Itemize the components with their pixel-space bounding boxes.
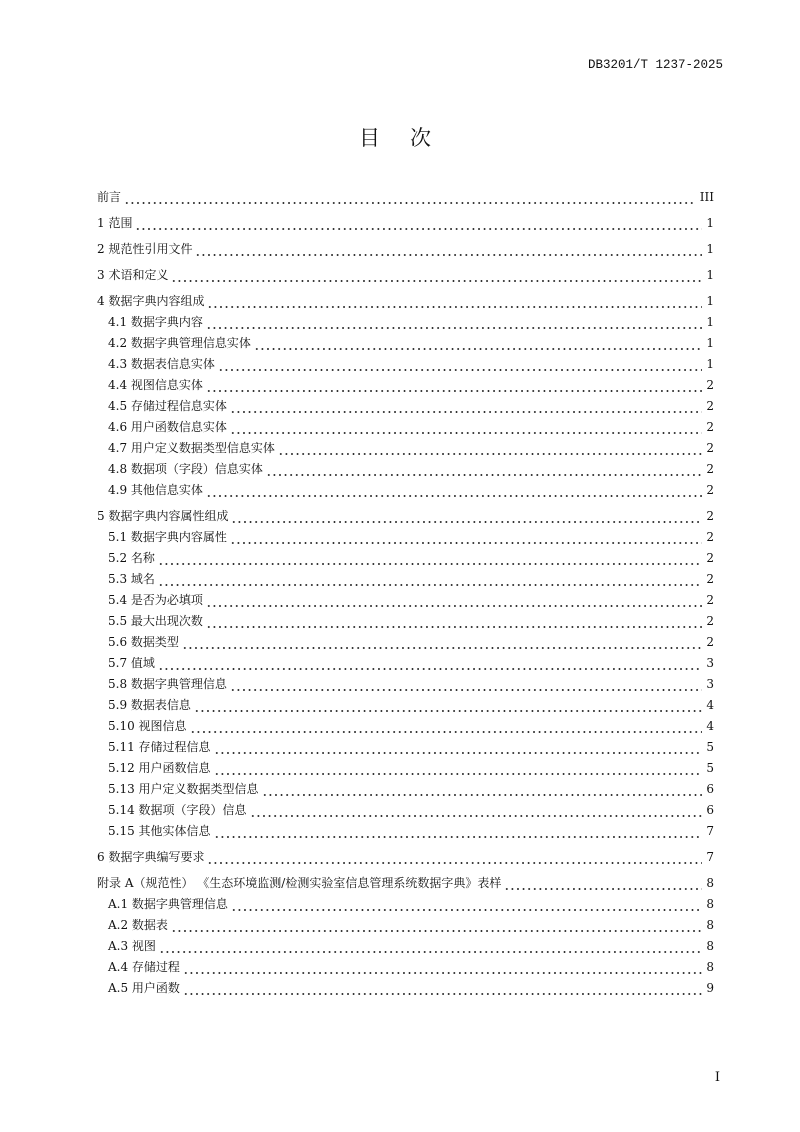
toc-entry-page: 8 [706, 876, 714, 890]
toc-entry-page: 5 [706, 740, 714, 754]
toc-entry-page: 2 [706, 483, 714, 497]
dot-leader [218, 354, 702, 375]
toc-entry-page: 4 [706, 698, 714, 712]
toc-entry-page: 9 [706, 981, 714, 995]
document-number: DB3201/T 1237-2025 [587, 58, 723, 72]
toc-entry-label: 5.9 数据表信息 [108, 698, 191, 712]
toc-entry-label: 5.2 名称 [108, 551, 155, 565]
toc-entry[interactable] [97, 239, 714, 260]
toc-entry[interactable] [97, 333, 714, 354]
toc-entry-page: 1 [706, 315, 714, 329]
dot-leader [254, 333, 702, 354]
toc-entry[interactable] [97, 213, 714, 234]
dot-leader [158, 653, 702, 674]
toc-entry-label: A.1 数据字典管理信息 [108, 897, 228, 911]
toc-entry[interactable] [97, 632, 714, 653]
toc-entry[interactable] [97, 674, 714, 695]
toc-entry-page: 7 [706, 850, 714, 864]
toc-entry-label: 5.1 数据字典内容属性 [108, 530, 227, 544]
toc-entry[interactable] [97, 758, 714, 779]
toc-entry-label: 5.6 数据类型 [108, 635, 179, 649]
toc-entry-label: 6 数据字典编写要求 [97, 850, 205, 864]
toc-entry-label: 4 数据字典内容组成 [97, 294, 205, 308]
dot-leader [230, 674, 702, 695]
toc-entry-page: 2 [706, 420, 714, 434]
dot-leader [231, 506, 702, 527]
dot-leader [207, 847, 702, 868]
toc-entry-label: 5.13 用户定义数据类型信息 [108, 782, 259, 796]
toc-entry[interactable] [97, 936, 714, 957]
toc-entry[interactable] [97, 187, 714, 208]
toc-entry-page: 2 [706, 462, 714, 476]
toc-entry-label: 5.7 值域 [108, 656, 155, 670]
dot-leader [262, 779, 702, 800]
dot-leader [171, 915, 702, 936]
toc-entry[interactable] [97, 396, 714, 417]
toc-entry-page: 8 [706, 897, 714, 911]
toc-entry[interactable] [97, 312, 714, 333]
toc-entry-page: 2 [706, 572, 714, 586]
toc-entry-page: 5 [706, 761, 714, 775]
dot-leader [278, 438, 702, 459]
toc-entry[interactable] [97, 800, 714, 821]
toc-entry-page: 3 [706, 656, 714, 670]
toc-entry[interactable] [97, 590, 714, 611]
dot-leader [231, 894, 702, 915]
toc-entry-label: A.2 数据表 [108, 918, 168, 932]
dot-leader [195, 239, 702, 260]
dot-leader [206, 375, 702, 396]
toc-entry-page: 2 [706, 614, 714, 628]
toc-entry-label: 4.2 数据字典管理信息实体 [108, 336, 251, 350]
toc-entry[interactable] [97, 779, 714, 800]
toc-entry[interactable] [97, 506, 714, 527]
toc-entry-page: 2 [706, 635, 714, 649]
toc-entry-page: III [699, 190, 714, 204]
toc-entry-page: 1 [706, 357, 714, 371]
toc-entry-page: 1 [706, 294, 714, 308]
dot-leader [182, 632, 702, 653]
toc-entry-page: 8 [706, 960, 714, 974]
toc-entry-label: 附录 A（规范性） 《生态环境监测/检测实验室信息管理系统数据字典》表样 [97, 876, 502, 890]
dot-leader [159, 936, 702, 957]
dot-leader [214, 821, 702, 842]
toc-entry[interactable] [97, 527, 714, 548]
toc-entry-label: 1 范围 [97, 216, 133, 230]
toc-entry[interactable] [97, 957, 714, 978]
toc-entry-page: 6 [706, 803, 714, 817]
toc-entry[interactable] [97, 653, 714, 674]
toc-entry-page: 2 [706, 593, 714, 607]
toc-entry-page: 2 [706, 378, 714, 392]
dot-leader [214, 737, 702, 758]
toc-entry-label: 5.15 其他实体信息 [108, 824, 211, 838]
toc-entry-label: 5.5 最大出现次数 [108, 614, 203, 628]
dot-leader [504, 873, 702, 894]
toc-entry[interactable] [97, 716, 714, 737]
toc-entry[interactable] [97, 291, 714, 312]
table-of-contents [97, 187, 714, 999]
toc-entry-label: A.3 视图 [108, 939, 156, 953]
toc-entry-page: 2 [706, 509, 714, 523]
toc-entry[interactable] [97, 569, 714, 590]
dot-leader [206, 312, 702, 333]
toc-entry-label: A.5 用户函数 [108, 981, 180, 995]
dot-leader [183, 978, 702, 999]
toc-entry-page: 1 [706, 336, 714, 350]
page-title: 目次 [359, 126, 461, 150]
toc-entry-label: 2 规范性引用文件 [97, 242, 193, 256]
toc-entry-page: 7 [706, 824, 714, 838]
toc-entry-page: 2 [706, 399, 714, 413]
dot-leader [124, 187, 696, 208]
dot-leader [230, 417, 702, 438]
toc-entry-page: 8 [706, 918, 714, 932]
dot-leader [206, 480, 702, 501]
toc-entry-label: 5.14 数据项（字段）信息 [108, 803, 247, 817]
toc-entry-label: 4.7 用户定义数据类型信息实体 [108, 441, 275, 455]
dot-leader [183, 957, 702, 978]
dot-leader [230, 527, 702, 548]
toc-entry-label: 4.6 用户函数信息实体 [108, 420, 227, 434]
toc-entry[interactable] [97, 265, 714, 286]
toc-entry-page: 6 [706, 782, 714, 796]
dot-leader [158, 548, 702, 569]
toc-entry[interactable] [97, 611, 714, 632]
toc-entry-page: 2 [706, 441, 714, 455]
toc-entry[interactable] [97, 915, 714, 936]
dot-leader [158, 569, 702, 590]
dot-leader [250, 800, 702, 821]
dot-leader [266, 459, 702, 480]
toc-entry-label: 4.4 视图信息实体 [108, 378, 203, 392]
toc-entry-page: 3 [706, 677, 714, 691]
toc-entry[interactable] [97, 375, 714, 396]
toc-entry-label: 前言 [97, 190, 122, 204]
dot-leader [206, 590, 702, 611]
toc-entry[interactable] [97, 417, 714, 438]
toc-entry-label: 5.4 是否为必填项 [108, 593, 203, 607]
dot-leader [207, 291, 702, 312]
toc-entry[interactable] [97, 480, 714, 501]
toc-entry-page: 1 [706, 216, 714, 230]
toc-entry-label: 5.3 域名 [108, 572, 155, 586]
toc-entry-label: 4.3 数据表信息实体 [108, 357, 215, 371]
toc-entry-label: 5.8 数据字典管理信息 [108, 677, 227, 691]
toc-entry-page: 4 [706, 719, 714, 733]
toc-entry-label: 3 术语和定义 [97, 268, 169, 282]
toc-entry-label: 5 数据字典内容属性组成 [97, 509, 229, 523]
toc-entry-page: 8 [706, 939, 714, 953]
page-number: I [714, 1070, 720, 1085]
toc-entry[interactable] [97, 737, 714, 758]
toc-entry-label: 5.10 视图信息 [108, 719, 187, 733]
dot-leader [194, 695, 702, 716]
toc-entry[interactable] [97, 873, 714, 894]
toc-entry[interactable] [97, 978, 714, 999]
dot-leader [135, 213, 702, 234]
toc-entry[interactable] [97, 847, 714, 868]
toc-entry-page: 1 [706, 268, 714, 282]
dot-leader [230, 396, 702, 417]
toc-entry-label: 5.12 用户函数信息 [108, 761, 211, 775]
toc-entry[interactable] [97, 459, 714, 480]
toc-entry-page: 2 [706, 530, 714, 544]
toc-entry-page: 1 [706, 242, 714, 256]
dot-leader [214, 758, 702, 779]
toc-entry-page: 2 [706, 551, 714, 565]
toc-entry-label: 4.8 数据项（字段）信息实体 [108, 462, 263, 476]
toc-entry-label: 4.5 存储过程信息实体 [108, 399, 227, 413]
toc-entry-label: 5.11 存储过程信息 [108, 740, 211, 754]
toc-entry[interactable] [97, 821, 714, 842]
toc-entry-label: A.4 存储过程 [108, 960, 180, 974]
dot-leader [190, 716, 702, 737]
dot-leader [171, 265, 702, 286]
toc-entry[interactable] [97, 548, 714, 569]
toc-entry-label: 4.1 数据字典内容 [108, 315, 203, 329]
dot-leader [206, 611, 702, 632]
toc-entry[interactable] [97, 438, 714, 459]
toc-entry[interactable] [97, 354, 714, 375]
toc-entry-label: 4.9 其他信息实体 [108, 483, 203, 497]
toc-entry[interactable] [97, 894, 714, 915]
toc-entry[interactable] [97, 695, 714, 716]
